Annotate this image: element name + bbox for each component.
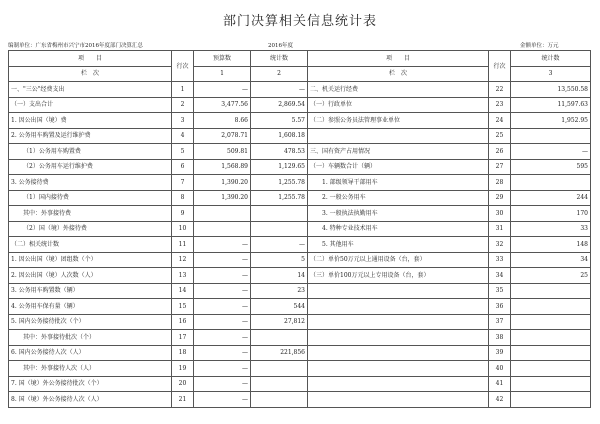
budget-value: — bbox=[194, 268, 251, 284]
statistics-table bbox=[8, 50, 591, 408]
right-stat-value: 11,597.63 bbox=[511, 97, 591, 113]
left-item-label: （1）国内接待费 bbox=[9, 190, 172, 206]
page-title: 部门决算相关信息统计表 bbox=[222, 14, 377, 29]
colnum-1: 1 bbox=[194, 66, 251, 82]
left-item-label: （2）国（境）外接待费 bbox=[9, 221, 172, 237]
right-stat-value: 13,550.58 bbox=[511, 82, 591, 98]
table-row bbox=[9, 299, 591, 315]
right-item-label bbox=[308, 392, 489, 408]
right-stat-value bbox=[511, 283, 591, 299]
right-item-label: （三）单价100万元以上专用设备（台，套） bbox=[308, 268, 489, 284]
right-item-label: 1. 部级领导干部用车 bbox=[308, 175, 489, 191]
colnum-right: 栏 次 bbox=[308, 66, 489, 82]
table-row bbox=[9, 190, 591, 206]
right-stat-value: 25 bbox=[511, 268, 591, 284]
right-stat-value: 34 bbox=[511, 252, 591, 268]
right-row-number: 27 bbox=[489, 159, 511, 175]
right-stat-value bbox=[511, 330, 591, 346]
left-item-label: 3. 公务接待费 bbox=[9, 175, 172, 191]
table-row bbox=[9, 175, 591, 191]
header-item-right: 项 目 bbox=[308, 51, 489, 67]
right-item-label: 5. 其他用车 bbox=[308, 237, 489, 253]
left-stat-value: 2,869.54 bbox=[251, 97, 308, 113]
table-row bbox=[9, 376, 591, 392]
left-stat-value bbox=[251, 392, 308, 408]
right-row-number: 40 bbox=[489, 361, 511, 377]
table-row bbox=[9, 128, 591, 144]
left-item-label: 2. 因公出国（境）人次数（人） bbox=[9, 268, 172, 284]
right-row-number: 41 bbox=[489, 376, 511, 392]
right-row-number: 36 bbox=[489, 299, 511, 315]
table-row bbox=[9, 144, 591, 160]
left-item-label: 8. 国（境）外公务接待人次（人） bbox=[9, 392, 172, 408]
colnum-3: 3 bbox=[511, 66, 591, 82]
right-row-number: 33 bbox=[489, 252, 511, 268]
table-row bbox=[9, 392, 591, 408]
left-stat-value: 1,255.78 bbox=[251, 190, 308, 206]
left-row-number: 3 bbox=[172, 113, 194, 129]
right-stat-value bbox=[511, 345, 591, 361]
table-row bbox=[9, 268, 591, 284]
left-stat-value: 544 bbox=[251, 299, 308, 315]
right-stat-value bbox=[511, 361, 591, 377]
left-item-label: 4. 公务用车保有量（辆） bbox=[9, 299, 172, 315]
budget-value: — bbox=[194, 82, 251, 98]
left-stat-value: 478.53 bbox=[251, 144, 308, 160]
right-stat-value: 33 bbox=[511, 221, 591, 237]
left-row-number: 7 bbox=[172, 175, 194, 191]
right-row-number: 42 bbox=[489, 392, 511, 408]
right-item-label: 2. 一般公务用车 bbox=[308, 190, 489, 206]
left-row-number: 12 bbox=[172, 252, 194, 268]
left-item-label: （一）支出合计 bbox=[9, 97, 172, 113]
right-row-number: 31 bbox=[489, 221, 511, 237]
header-rownum-right: 行次 bbox=[489, 51, 511, 82]
left-stat-value bbox=[251, 376, 308, 392]
budget-value: — bbox=[194, 314, 251, 330]
budget-value: 8.66 bbox=[194, 113, 251, 129]
header-budget: 预算数 bbox=[194, 51, 251, 67]
right-row-number: 26 bbox=[489, 144, 511, 160]
right-item-label: （一）车辆数合计（辆） bbox=[308, 159, 489, 175]
right-item-label bbox=[308, 361, 489, 377]
right-row-number: 22 bbox=[489, 82, 511, 98]
left-stat-value: 1,255.78 bbox=[251, 175, 308, 191]
left-row-number: 17 bbox=[172, 330, 194, 346]
budget-value: 3,477.56 bbox=[194, 97, 251, 113]
right-row-number: 28 bbox=[489, 175, 511, 191]
right-stat-value: — bbox=[511, 144, 591, 160]
header-rownum-left: 行次 bbox=[172, 51, 194, 82]
right-stat-value bbox=[511, 175, 591, 191]
left-stat-value: 1,608.18 bbox=[251, 128, 308, 144]
compiling-unit: 编制单位：广东省梅州市兴宁市2016年度部门决算汇总 bbox=[8, 43, 143, 49]
left-stat-value: 27,812 bbox=[251, 314, 308, 330]
right-row-number: 39 bbox=[489, 345, 511, 361]
left-item-label: 其中：外事接待费 bbox=[9, 206, 172, 222]
left-stat-value bbox=[251, 221, 308, 237]
right-stat-value: 244 bbox=[511, 190, 591, 206]
left-row-number: 4 bbox=[172, 128, 194, 144]
left-item-label: 其中：外事接待人次（人） bbox=[9, 361, 172, 377]
right-row-number: 25 bbox=[489, 128, 511, 144]
left-stat-value bbox=[251, 361, 308, 377]
header-stat-right: 统计数 bbox=[511, 51, 591, 67]
right-item-label: （二）单价50万元以上通用设备（台，套） bbox=[308, 252, 489, 268]
budget-value: 1,568.89 bbox=[194, 159, 251, 175]
table-row bbox=[9, 221, 591, 237]
left-stat-value: 5 bbox=[251, 252, 308, 268]
left-item-label: 一、"三公"经费支出 bbox=[9, 82, 172, 98]
left-item-label: 7. 国（境）外公务接待批次（个） bbox=[9, 376, 172, 392]
left-row-number: 10 bbox=[172, 221, 194, 237]
budget-value: — bbox=[194, 252, 251, 268]
left-row-number: 9 bbox=[172, 206, 194, 222]
budget-value: — bbox=[194, 283, 251, 299]
header-item-left: 项 目 bbox=[9, 51, 172, 67]
left-row-number: 2 bbox=[172, 97, 194, 113]
left-item-label: 6. 国内公务接待人次（人） bbox=[9, 345, 172, 361]
right-row-number: 24 bbox=[489, 113, 511, 129]
budget-value: — bbox=[194, 330, 251, 346]
header-row bbox=[9, 51, 591, 67]
budget-value: — bbox=[194, 376, 251, 392]
right-stat-value bbox=[511, 314, 591, 330]
left-row-number: 20 bbox=[172, 376, 194, 392]
right-item-label bbox=[308, 376, 489, 392]
left-item-label: 3. 公务用车购置数（辆） bbox=[9, 283, 172, 299]
right-stat-value bbox=[511, 128, 591, 144]
left-stat-value: 23 bbox=[251, 283, 308, 299]
header-stat-left: 统计数 bbox=[251, 51, 308, 67]
left-stat-value bbox=[251, 206, 308, 222]
right-item-label: 3. 一般执法执勤用车 bbox=[308, 206, 489, 222]
right-row-number: 35 bbox=[489, 283, 511, 299]
budget-value: 509.81 bbox=[194, 144, 251, 160]
left-row-number: 15 bbox=[172, 299, 194, 315]
colnum-2: 2 bbox=[251, 66, 308, 82]
left-row-number: 6 bbox=[172, 159, 194, 175]
right-stat-value: 1,952.95 bbox=[511, 113, 591, 129]
left-item-label: （1）公务用车购置费 bbox=[9, 144, 172, 160]
right-row-number: 30 bbox=[489, 206, 511, 222]
right-row-number: 29 bbox=[489, 190, 511, 206]
right-item-label bbox=[308, 299, 489, 315]
right-stat-value bbox=[511, 299, 591, 315]
left-stat-value: 1,129.65 bbox=[251, 159, 308, 175]
budget-value: — bbox=[194, 361, 251, 377]
left-item-label: 1. 因公出国（境）费 bbox=[9, 113, 172, 129]
table-row bbox=[9, 113, 591, 129]
budget-value bbox=[194, 221, 251, 237]
left-row-number: 1 bbox=[172, 82, 194, 98]
right-item-label: （二）参照公务员法管理事业单位 bbox=[308, 113, 489, 129]
left-item-label: （二）相关统计数 bbox=[9, 237, 172, 253]
right-item-label: （一）行政单位 bbox=[308, 97, 489, 113]
budget-value: — bbox=[194, 299, 251, 315]
budget-value: — bbox=[194, 345, 251, 361]
right-row-number: 38 bbox=[489, 330, 511, 346]
left-item-label: （2）公务用车运行维护费 bbox=[9, 159, 172, 175]
table-row bbox=[9, 283, 591, 299]
table-row bbox=[9, 252, 591, 268]
left-stat-value: — bbox=[251, 82, 308, 98]
right-item-label: 三、国有资产占用情况 bbox=[308, 144, 489, 160]
table-row bbox=[9, 237, 591, 253]
table-row bbox=[9, 361, 591, 377]
budget-value: 1,390.20 bbox=[194, 190, 251, 206]
right-row-number: 37 bbox=[489, 314, 511, 330]
right-stat-value bbox=[511, 376, 591, 392]
left-row-number: 5 bbox=[172, 144, 194, 160]
report-year: 2016年度 bbox=[268, 43, 293, 49]
right-stat-value: 170 bbox=[511, 206, 591, 222]
budget-value: 2,078.71 bbox=[194, 128, 251, 144]
right-stat-value: 148 bbox=[511, 237, 591, 253]
right-item-label: 4. 特种专业技术用车 bbox=[308, 221, 489, 237]
table-row bbox=[9, 330, 591, 346]
left-row-number: 16 bbox=[172, 314, 194, 330]
left-row-number: 14 bbox=[172, 283, 194, 299]
left-row-number: 13 bbox=[172, 268, 194, 284]
table-row bbox=[9, 82, 591, 98]
right-row-number: 32 bbox=[489, 237, 511, 253]
left-item-label: 2. 公务用车购置及运行维护费 bbox=[9, 128, 172, 144]
table-row bbox=[9, 345, 591, 361]
table-row bbox=[9, 314, 591, 330]
table-row bbox=[9, 159, 591, 175]
left-stat-value: 5.57 bbox=[251, 113, 308, 129]
left-item-label: 1. 因公出国（境）团组数（个） bbox=[9, 252, 172, 268]
left-stat-value: — bbox=[251, 237, 308, 253]
right-item-label bbox=[308, 314, 489, 330]
left-row-number: 11 bbox=[172, 237, 194, 253]
right-item-label: 二、机关运行经费 bbox=[308, 82, 489, 98]
left-stat-value: 221,856 bbox=[251, 345, 308, 361]
right-item-label bbox=[308, 330, 489, 346]
colnum-left: 栏 次 bbox=[9, 66, 172, 82]
right-item-label bbox=[308, 283, 489, 299]
right-item-label bbox=[308, 128, 489, 144]
table-row bbox=[9, 206, 591, 222]
left-stat-value: 14 bbox=[251, 268, 308, 284]
left-stat-value bbox=[251, 330, 308, 346]
right-stat-value: 595 bbox=[511, 159, 591, 175]
budget-value: 1,390.20 bbox=[194, 175, 251, 191]
money-unit: 金额单位：万元 bbox=[520, 43, 559, 49]
left-row-number: 18 bbox=[172, 345, 194, 361]
right-row-number: 23 bbox=[489, 97, 511, 113]
left-row-number: 8 bbox=[172, 190, 194, 206]
left-row-number: 21 bbox=[172, 392, 194, 408]
budget-value: — bbox=[194, 237, 251, 253]
right-stat-value bbox=[511, 392, 591, 408]
left-item-label: 5. 国内公务接待批次（个） bbox=[9, 314, 172, 330]
left-item-label: 其中：外事接待批次（个） bbox=[9, 330, 172, 346]
table-row bbox=[9, 97, 591, 113]
budget-value: — bbox=[194, 392, 251, 408]
budget-value bbox=[194, 206, 251, 222]
right-row-number: 34 bbox=[489, 268, 511, 284]
left-row-number: 19 bbox=[172, 361, 194, 377]
right-item-label bbox=[308, 345, 489, 361]
